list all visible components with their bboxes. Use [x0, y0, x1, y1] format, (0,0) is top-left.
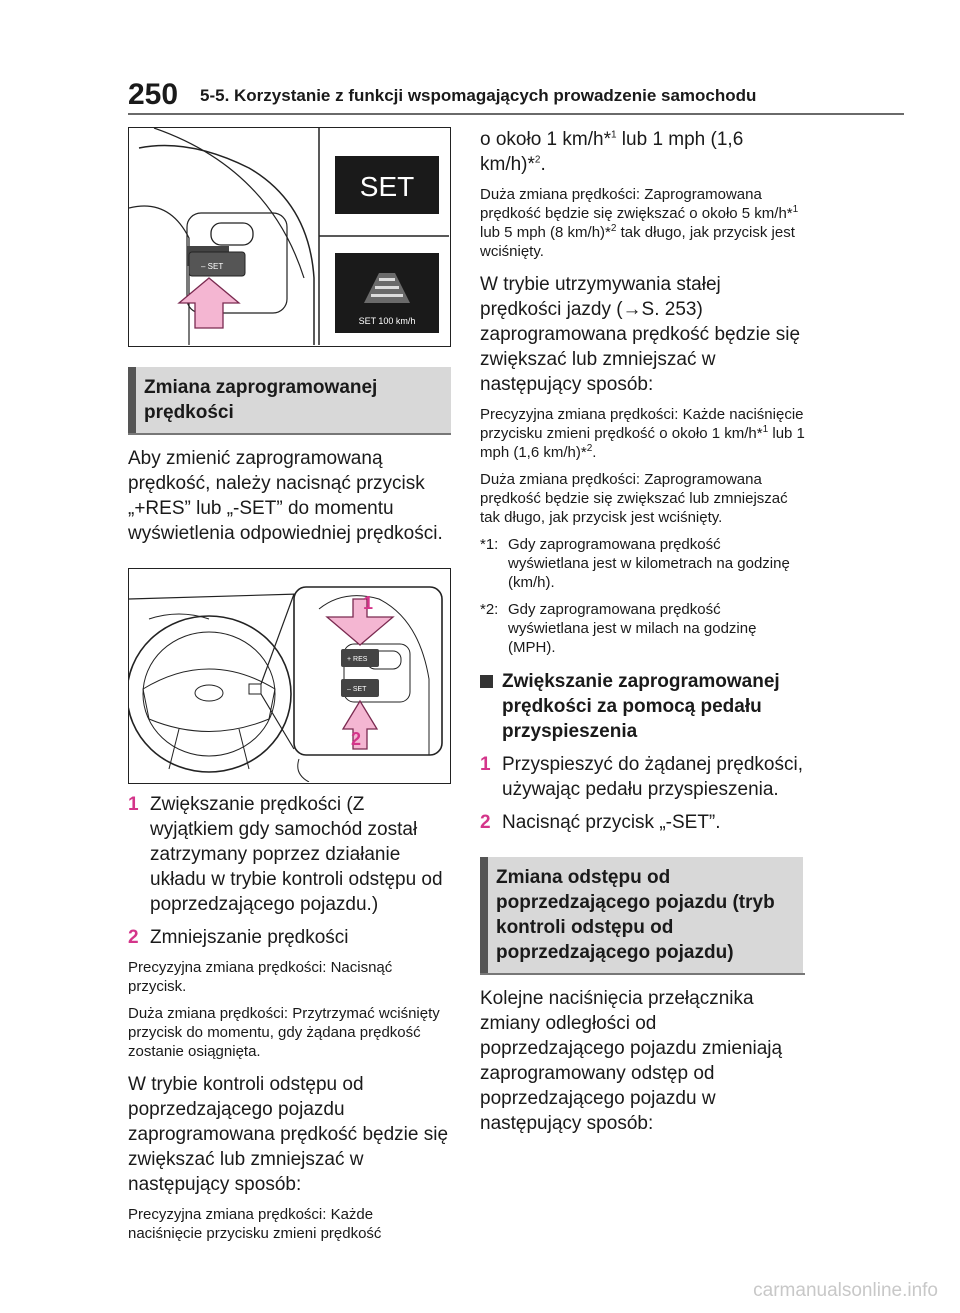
steering-set-illustration [129, 128, 449, 345]
subsection-heading [480, 669, 805, 744]
right-column [480, 127, 805, 1136]
figure-set-button [128, 127, 451, 347]
item-text: Nacisnąć przycisk „-SET”. [502, 812, 721, 833]
press-arrow-icon [179, 278, 239, 328]
footnote-2 [480, 600, 805, 657]
footnote-text: Gdy zaprogramowana prędkość wyświetlana jest w milach na godzinę (MPH). [508, 601, 757, 656]
acc-fine-continued: o około 1 km/h*$^1$ lub 1 mph (1,6 km/h)*$^2$. [480, 129, 744, 175]
note-large-change: Duża zmiana prędkości: Przytrzymać wciśnięty przycisk do momentu, gdy żądana prędkość zostanie osiągnięta. [128, 1005, 440, 1060]
item-text: Zmniejszanie prędkości [150, 927, 349, 948]
steering-wheel-illustration [129, 569, 449, 782]
footnote-text: Gdy zaprogramowana prędkość wyświetlana jest w kilometrach na godzinę (km/h). [508, 536, 790, 591]
acc-large-change: Duża zmiana prędkości: Zaprogramowana prędkość będzie się zwiększać o około 5 km/h*$^1$ lub 5 mph (8 km/h)*$^2$ tak długo, jak przycisk jest wciśnięty. [480, 186, 799, 260]
fig2-res-label: + RES [347, 656, 368, 663]
display-set-text: SET [359, 171, 415, 202]
label-2: 2 [351, 729, 362, 749]
item-text: Przyspieszyć do żądanej prędkości, używając pedału przyspieszenia. [502, 754, 803, 800]
note-fine-change: Precyzyjna zmiana prędkości: Nacisnąć przycisk. [128, 959, 393, 995]
footnote-mark: *2: [480, 601, 499, 618]
acc-mode-paragraph: W trybie kontroli odstępu od poprzedzającego pojazdu zaprogramowana prędkość będzie się zwiększać lub zmniejszać w następujący sposób: [128, 1074, 449, 1195]
figure-res-set-buttons [128, 568, 451, 784]
footnote-1 [480, 535, 805, 592]
page-number: 250 [128, 78, 179, 111]
item-number: 1 [128, 794, 139, 815]
item-number: 2 [128, 927, 139, 948]
header-rule [128, 113, 904, 115]
list-item [128, 792, 451, 917]
item-text: Zwiększanie prędkości (Z wyjątkiem gdy samochód został zatrzymany poprzez działanie układu w trybie kontroli odstępu od poprzedzającego pojazdu.) [150, 794, 443, 915]
page-header [128, 78, 904, 118]
list-item [128, 925, 451, 950]
square-bullet-icon [480, 675, 493, 688]
distance-paragraph: Kolejne naciśnięcia przełącznika zmiany odległości od poprzedzającego pojazdu zmieniają zaprogramowany odstęp od poprzedzającego pojazdu w następujący sposób: [480, 988, 783, 1134]
note-acc-fine: Precyzyjna zmiana prędkości: Każde naciśnięcie przycisku zmieni prędkość [128, 1206, 382, 1242]
footnote-mark: *1: [480, 536, 499, 553]
list-item [480, 752, 805, 802]
chapter-title: 5-5. Korzystanie z funkcji wspomagających prowadzenie samochodu [200, 86, 757, 105]
watermark: carmanualsonline.info [753, 1280, 938, 1301]
section-distance-title: Zmiana odstępu od poprzedzającego pojazdu (tryb kontroli odstępu od poprzedzającego pojazdu) [480, 857, 803, 973]
section-underline [480, 973, 805, 975]
meter-speed-text: SET 100 km/h [358, 316, 416, 326]
section-change-speed-title: Zmiana zaprogramowanej prędkości [128, 367, 451, 433]
fig1-button-label: – SET [201, 262, 224, 271]
item-number: 1 [480, 754, 491, 775]
cruise-fine-change: Precyzyjna zmiana prędkości: Każde naciśnięcie przycisku zmieni prędkość o około 1 km/h*$^1$ lub 1 mph (1,6 km/h)*$^2$. [480, 406, 805, 461]
subsection-heading-text: Zwiększanie zaprogramowanej prędkości za pomocą pedału przyspieszenia [502, 671, 780, 742]
label-1: 1 [363, 593, 374, 613]
item-number: 2 [480, 812, 491, 833]
cruise-mode-paragraph: W trybie utrzymywania stałej prędkości jazdy (→S. 253) zaprogramowana prędkość będzie się zwiększać lub zmniejszać w następujący sposób: [480, 274, 801, 395]
list-item [480, 810, 805, 835]
cruise-large-change: Duża zmiana prędkości: Zaprogramowana prędkość będzie się zwiększać lub zmniejszać tak długo, jak przycisk jest wciśnięty. [480, 471, 788, 526]
section-underline [128, 433, 451, 435]
intro-paragraph: Aby zmienić zaprogramowaną prędkość, należy nacisnąć przycisk „+RES” lub „-SET” do momentu wyświetlenia odpowiedniej prędkości. [128, 448, 443, 544]
left-column [128, 127, 451, 1243]
fig2-set-label: – SET [347, 686, 367, 693]
